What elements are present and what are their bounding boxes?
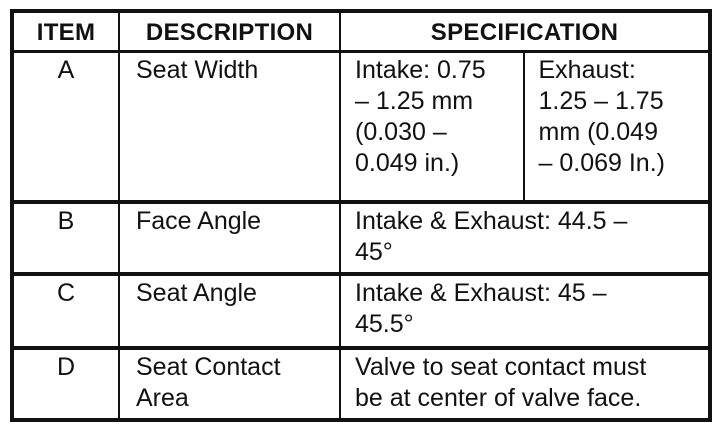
specification-cell <box>340 51 710 202</box>
spec-line: Intake & Exhaust: 44.5 – <box>355 206 628 235</box>
item-cell: A <box>12 51 119 202</box>
spec-line: 0.049 in.) <box>355 148 460 177</box>
description-cell: Face Angle <box>119 202 340 274</box>
spec-line: – 0.069 In.) <box>538 148 665 177</box>
header-specification: SPECIFICATION <box>340 11 710 51</box>
spec-line: 45.5° <box>355 309 414 338</box>
table-row <box>12 51 710 202</box>
spec-line: Intake: 0.75 <box>355 55 486 84</box>
spec-line: mm (0.049 <box>538 117 658 146</box>
item-cell: D <box>12 348 119 420</box>
table-header-row <box>12 11 710 51</box>
table-row <box>12 274 710 348</box>
spec-line: 1.25 – 1.75 <box>538 86 664 115</box>
specification-cell <box>340 274 710 348</box>
spec-line: – 1.25 mm <box>355 86 474 115</box>
description-line: Seat Contact <box>136 352 281 381</box>
description-line: Area <box>136 383 189 412</box>
table-row <box>12 202 710 274</box>
exhaust-spec <box>525 53 709 200</box>
intake-spec <box>341 53 525 200</box>
description-cell: Seat Width <box>119 51 340 202</box>
header-description: DESCRIPTION <box>119 11 340 51</box>
item-cell: C <box>12 274 119 348</box>
spec-line: Exhaust: <box>538 55 636 84</box>
description-cell <box>119 348 340 420</box>
table-row <box>12 348 710 420</box>
spec-line: be at center of valve face. <box>355 383 642 412</box>
spec-line: Valve to seat contact must <box>355 352 647 381</box>
specification-cell <box>340 348 710 420</box>
spec-line: 45° <box>355 237 393 266</box>
specification-cell <box>340 202 710 274</box>
valve-seat-spec-table <box>10 9 712 422</box>
description-cell: Seat Angle <box>119 274 340 348</box>
spec-line: (0.030 – <box>355 117 447 146</box>
item-cell: B <box>12 202 119 274</box>
spec-line: Intake & Exhaust: 45 – <box>355 278 607 307</box>
header-item: ITEM <box>12 11 119 51</box>
